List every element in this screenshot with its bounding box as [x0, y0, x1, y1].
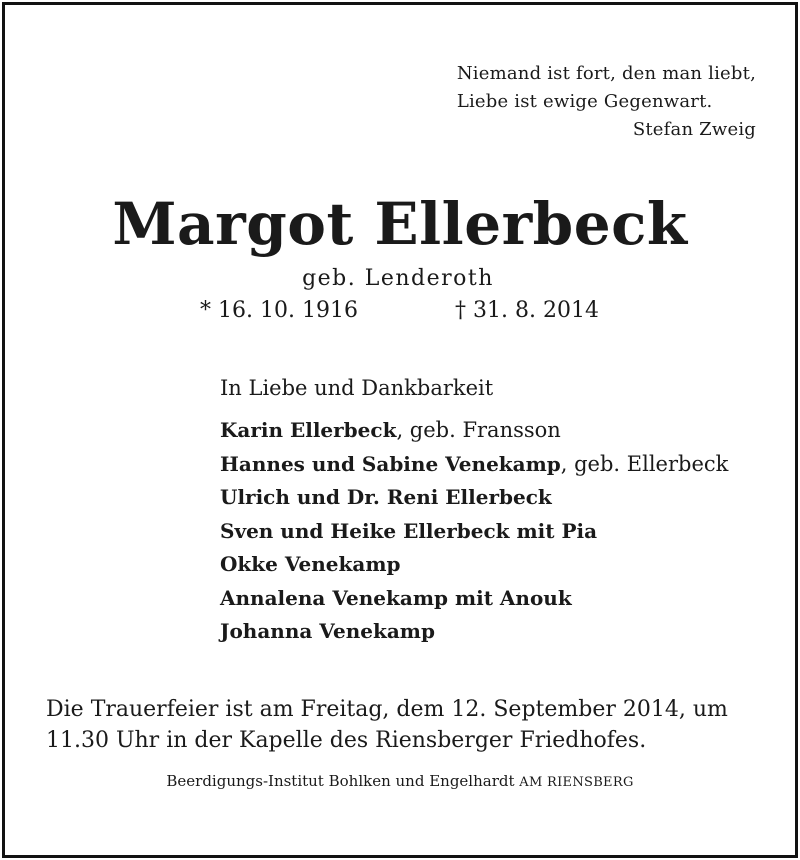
birth-name	[0, 266, 800, 291]
service-line-1: Die Trauerfeier ist am Freitag, dem 12. September 2014, um	[46, 697, 728, 722]
mourner-suffix: , geb. Ellerbeck	[560, 451, 729, 476]
quote-line-1: Niemand ist fort, den man liebt,	[456, 63, 756, 84]
mourner-row	[220, 515, 728, 549]
mourner-name: Hannes und Sabine Venekamp	[220, 451, 561, 476]
mourner-row	[220, 448, 728, 482]
birth-date: * 16. 10. 1916	[200, 298, 358, 323]
funeral-service-info	[46, 694, 766, 756]
undertaker-credit	[0, 772, 800, 790]
undertaker-location: AM RIENSBERG	[519, 775, 634, 790]
deceased-name: Margot Ellerbeck	[112, 190, 688, 258]
mourner-name: Johanna Venekamp	[220, 619, 435, 643]
mourner-name: Annalena Venekamp mit Anouk	[220, 585, 572, 610]
epigraph-quote	[457, 60, 756, 144]
quote-author: Stefan Zweig	[632, 119, 756, 140]
mourners-list	[220, 372, 728, 649]
mourner-suffix: , geb. Fransson	[396, 418, 561, 442]
mourner-name: Sven und Heike Ellerbeck mit Pia	[220, 518, 598, 543]
mourner-row	[220, 548, 728, 582]
death-date: † 31. 8. 2014	[455, 298, 599, 323]
mourner-row	[220, 414, 728, 448]
mourner-name: Ulrich und Dr. Reni Ellerbeck	[220, 485, 552, 509]
quote-line-2: Liebe ist ewige Gegenwart.	[456, 91, 713, 112]
mourner-row	[220, 615, 728, 649]
service-line-2: 11.30 Uhr in der Kapelle des Riensberger Friedhofes.	[46, 728, 647, 753]
undertaker-name: Beerdigungs-Institut Bohlken und Engelhardt	[166, 772, 515, 790]
mourner-row	[220, 481, 728, 515]
mourner-name: Okke Venekamp	[220, 552, 401, 576]
mourner-name: Karin Ellerbeck	[220, 418, 397, 442]
birth-name-text: geb. Lenderoth	[302, 266, 494, 291]
mourners-intro: In Liebe und Dankbarkeit	[220, 376, 494, 400]
mourner-row	[220, 582, 728, 616]
